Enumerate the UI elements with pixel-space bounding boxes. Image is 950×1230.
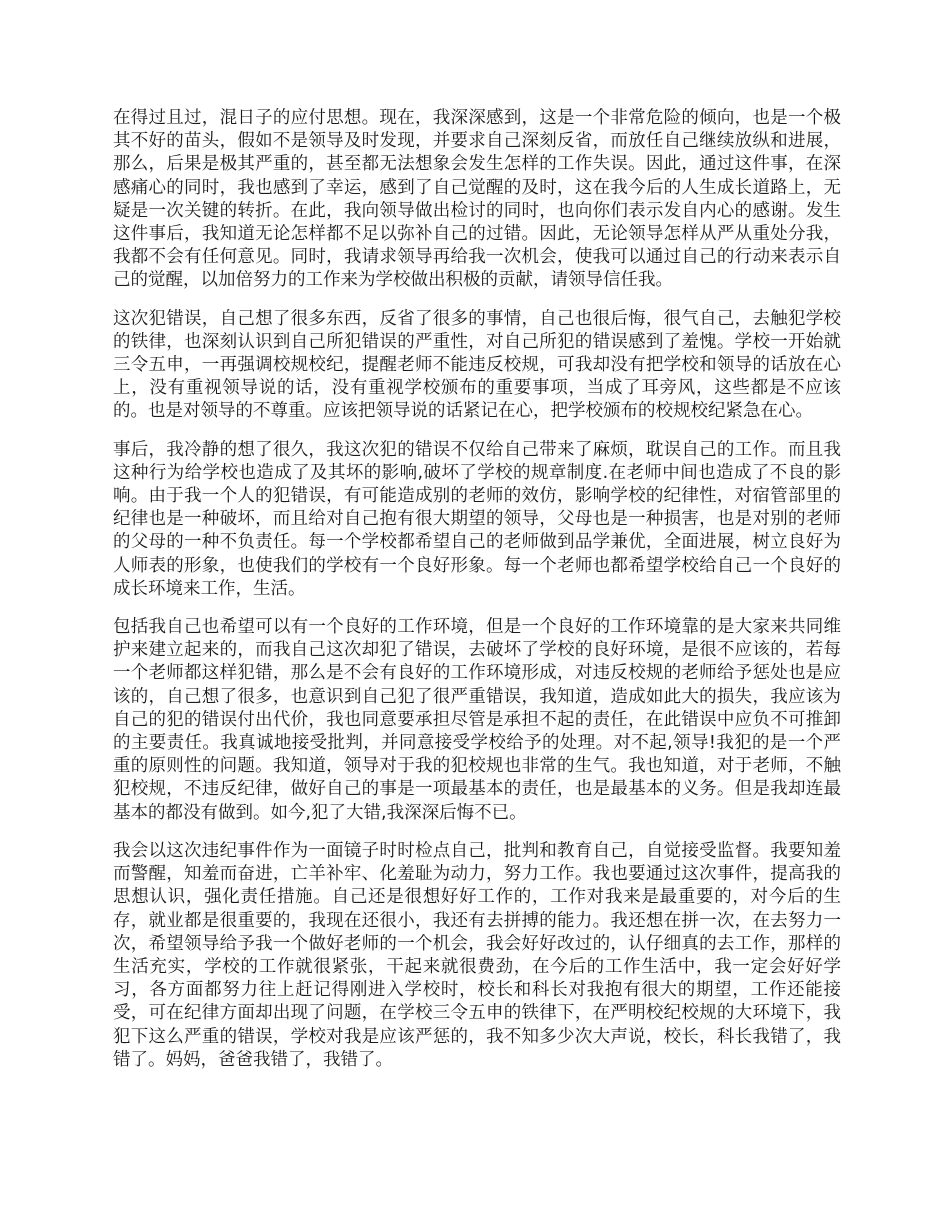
paragraph-4: 包括我自己也希望可以有一个良好的工作环境，但是一个良好的工作环境靠的是大家来共同维护来建立起来的，而我自己这次却犯了错误，去破坏了学校的良好环境，是很不应该的，若每一个老师都这样犯错，那么是不会有良好的工作环境形成，对违反校规的老师给予惩处也是应该的，自己想了很多，也意识到自己犯了很严重错误，我知道，造成如此大的损失，我应该为自己的犯的错误付出代价，我也同意要承担尽管是承担不起的责任，在此错误中应负不可推卸的主要责任。我真诚地接受批判，并同意接受学校给予的处理。对不起,领导!我犯的是一个严重的原则性的问题。我知道，领导对于我的犯校规也非常的生气。我也知道，对于老师，不触犯校规，不违反纪律，做好自己的事是一项最基本的责任，也是最基本的义务。但是我却连最基本的都没有做到。如今,犯了大错,我深深后悔不已。	[113, 617, 841, 823]
paragraph-5: 我会以这次违纪事件作为一面镜子时时检点自己，批判和教育自己，自觉接受监督。我要知羞而警醒，知羞而奋进，亡羊补牢、化羞耻为动力，努力工作。我也要通过这次事件，提高我的思想认识，强化责任措施。自己还是很想好好工作的，工作对我来是最重要的，对今后的生存，就业都是很重要的，我现在还很小，我还有去拼搏的能力。我还想在拼一次，在去努力一次，希望领导给予我一个做好老师的一个机会，我会好好改过的，认仔细真的去工作，那样的生活充实，学校的工作就很紧张，干起来就很费劲，在今后的工作生活中，我一定会好好学习，各方面都努力往上赶记得刚进入学校时，校长和科长对我抱有很大的期望，工作还能接受，可在纪律方面却出现了问题，在学校三令五申的铁律下，在严明校纪校规的大环境下，我犯下这么严重的错误，学校对我是应该严惩的，我不知多少次大声说，校长，科长我错了，我错了。妈妈，爸爸我错了，我错了。	[113, 840, 841, 1070]
paragraph-1: 在得过且过，混日子的应付思想。现在，我深深感到，这是一个非常危险的倾向，也是一个极其不好的苗头，假如不是领导及时发现，并要求自己深刻反省，而放任自己继续放纵和进展，那么，后果是极其严重的，甚至都无法想象会发生怎样的工作失误。因此，通过这件事，在深感痛心的同时，我也感到了幸运，感到了自己觉醒的及时，这在我今后的人生成长道路上，无疑是一次关键的转折。在此，我向领导做出检讨的同时，也向你们表示发自内心的感谢。发生这件事后，我知道无论怎样都不足以弥补自己的过错。因此，无论领导怎样从严从重处分我，我都不会有任何意见。同时，我请求领导再给我一次机会，使我可以通过自己的行动来表示自己的觉醒，以加倍努力的工作来为学校做出积极的贡献，请领导信任我。	[113, 108, 841, 291]
paragraph-2: 这次犯错误，自己想了很多东西，反省了很多的事情，自己也很后悔，很气自己，去触犯学校的铁律，也深刻认识到自己所犯错误的严重性，对自己所犯的错误感到了羞愧。学校一开始就三令五申，一再强调校规校纪，提醒老师不能违反校规，可我却没有把学校和领导的话放在心上，没有重视领导说的话，没有重视学校颁布的重要事项，当成了耳旁风，这些都是不应该的。也是对领导的不尊重。应该把领导说的话紧记在心，把学校颁布的校规校纪紧急在心。	[113, 308, 841, 422]
paragraph-3: 事后，我冷静的想了很久，我这次犯的错误不仅给自己带来了麻烦，耽误自己的工作。而且我这种行为给学校也造成了及其坏的影响,破坏了学校的规章制度.在老师中间也造成了不良的影响。由于我一个人的犯错误，有可能造成别的老师的效仿，影响学校的纪律性，对宿管部里的纪律也是一种破坏，而且给对自己抱有很大期望的领导，父母也是一种损害，也是对别的老师的父母的一种不负责任。每一个学校都希望自己的老师做到品学兼优，全面进展，树立良好为人师表的形象，也使我们的学校有一个良好形象。每一个老师也都希望学校给自己一个良好的成长环境来工作，生活。	[113, 439, 841, 599]
document-body	[113, 107, 841, 1087]
